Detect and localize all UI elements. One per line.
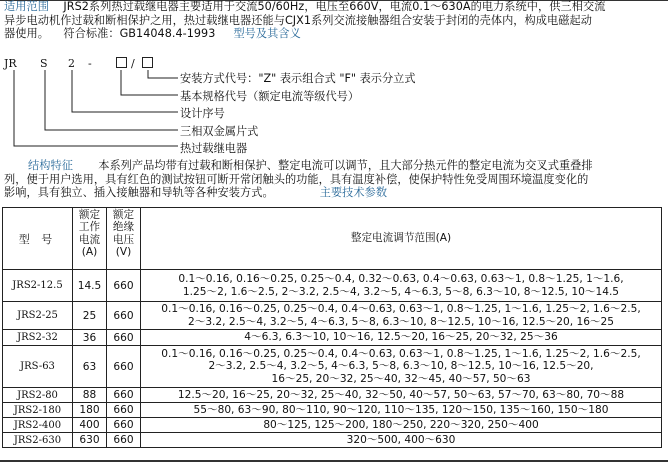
table-row: JRS-63 63 660 0.1～0.16, 0.16～0.25, 0.25～0.4, 0.4～0.63, 0.63～1, 0.8～1.25, 1～1.6, 1.25～2, 1.6～2.5, 2～3.2, 2.5～4, 3.2～5, 4～6.3, 5～8, 6.3～10, 8～12.5, 10～16, 12.5～20, 16～25, 20～32, 25～40, 32～45, 40～57, 50～63 <box>3 346 662 388</box>
table-row: JRS2-630 630 660 320～500, 400～630 <box>3 433 662 448</box>
table-row: JRS2-25 25 660 0.1～0.16, 0.16～0.25, 0.25～0.4, 0.4～0.63, 0.63～1, 0.8～1.25, 1～1.6, 1.25～2, 1.6～2.5, 2～3.2, 2.5～4, 3.2～5, 4～6.3, 5～8, 6.3～10, 8～12.5, 10～16, 12.5～20, 16～25 <box>3 302 662 330</box>
model-part-slash: / <box>131 57 135 70</box>
intro-line-2: 异步电动机作过载和断相保护之用，热过载继电器还能与CJX1系列交流接触器组合安装于封闭的壳体内，构成电磁起动 <box>4 13 592 27</box>
table-row: JRS2-12.5 14.5 660 0.1～0.16, 0.16～0.25, 0.25～0.4, 0.32～0.63, 0.4～0.63, 0.63～1, 0.8～1.25, 1～1.6, 1.25～2, 1.6～2.5, 2～3.2, 2.5～4, 3.2～5, 4～6.3, 5～8, 6.3～10, 8～12.5, 10～14.5 <box>3 270 662 302</box>
features-line-3: 影响，具有独立、插入接触器和导轨等各种安装方式。 <box>4 186 274 199</box>
table-row: JRS2-400 400 660 80～125, 125～200, 180～250, 220～320, 250～400 <box>3 418 662 433</box>
model-part-dash: - <box>88 57 92 70</box>
params-heading: 主要技术参数 <box>319 186 388 199</box>
table-row: JRS2-32 36 660 4～6.3, 6.3～10, 10～16, 12.5～20, 16～25, 20～32, 25～36 <box>3 330 662 346</box>
intro-line-3: 器使用。 <box>4 27 49 40</box>
table-header-row <box>3 208 662 270</box>
header-setting-range: 整定电流调节范围(A) <box>141 208 662 270</box>
intro-heading: 适用范围 <box>4 0 49 13</box>
model-part-jr: JR <box>4 57 17 70</box>
model-part-s: S <box>40 57 48 70</box>
features-line-1: 本系列产品均带有过载和断相保护、整定电流可以调节，且大部分热元件的整定电流为交叉式重叠排 <box>98 159 593 172</box>
callout-design-number: 设计序号 <box>180 107 225 120</box>
table-row: JRS2-80 88 660 12.5～20, 16～25, 20～32, 25～40, 32～50, 40～57, 50～63, 57～70, 63～80, 70～88 <box>3 388 662 403</box>
model-part-2: 2 <box>68 57 75 70</box>
callout-mounting-code: 安装方式代号："Z" 表示组合式 "F" 表示分立式 <box>180 72 416 85</box>
spec-table <box>2 207 662 448</box>
header-model: 型 号 <box>3 208 73 270</box>
header-rated-current: 额定 工作 电流 (A) <box>73 208 107 270</box>
callout-bimetal-type: 三相双金属片式 <box>180 125 259 138</box>
callout-rating-code: 基本规格代号（额定电流等级代号） <box>180 90 360 103</box>
table-row: JRS2-180 180 660 55～80, 63～90, 80～110, 90～120, 110～135, 120～150, 135～160, 150～180 <box>3 403 662 418</box>
features-line-2: 列，便于用户选用，具有红色的测试按钮可断开常闭触头的功能，具有温度补偿，使保护特性免受周围环境温度变化的 <box>4 172 589 186</box>
callout-relay-name: 热过载继电器 <box>180 142 248 155</box>
features-paragraph <box>4 159 666 200</box>
header-rated-voltage: 额定 绝缘 电压 (V) <box>107 208 141 270</box>
standard-text: 符合标准：GB14048.4-1993 <box>63 27 216 40</box>
intro-line-1: JRS2系列热过载继电器主要适用于交流50/60Hz，电压至660V，电流0.1～630A的电力系统中，供三相交流 <box>63 0 606 13</box>
features-heading: 结构特征 <box>28 159 73 172</box>
model-heading: 型号及其含义 <box>233 27 301 40</box>
